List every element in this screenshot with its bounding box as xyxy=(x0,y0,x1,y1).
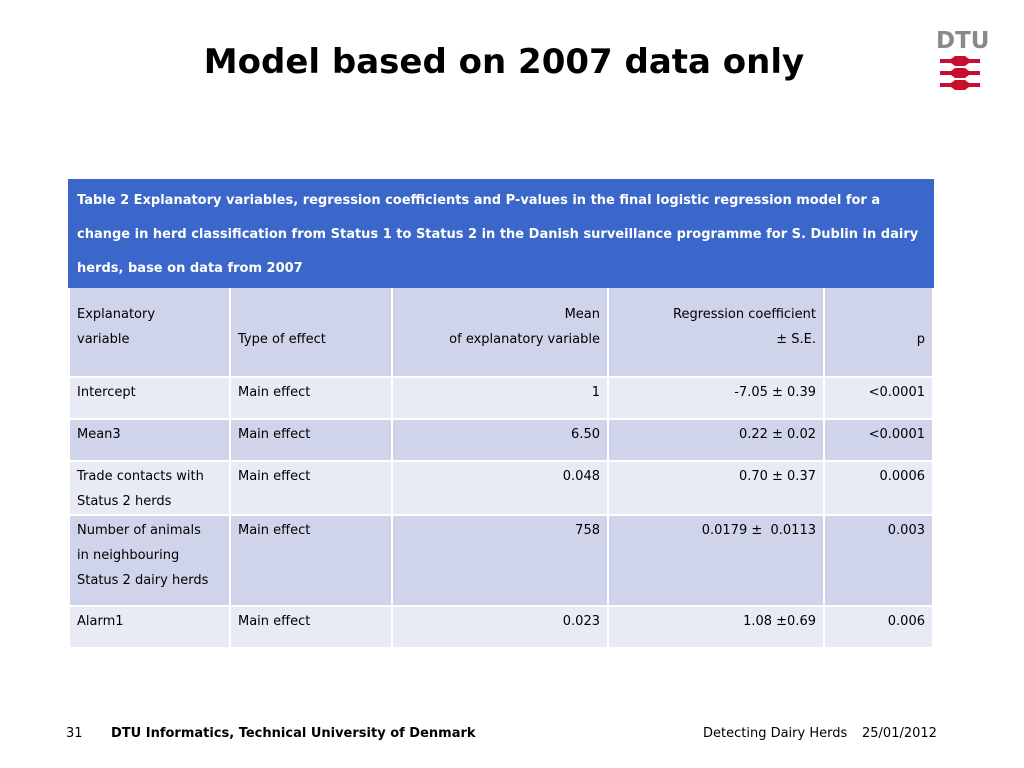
cell-p: 0.006 xyxy=(824,606,933,648)
cell-type: Main effect xyxy=(230,461,392,515)
cell-variable: Mean3 xyxy=(69,419,230,461)
table-row xyxy=(69,419,933,461)
cell-variable: Trade contacts with Status 2 herds xyxy=(69,461,230,515)
cell-p: <0.0001 xyxy=(824,377,933,419)
cell-p: 0.003 xyxy=(824,515,933,606)
cell-coefficient: 0.22 ± 0.02 xyxy=(608,419,824,461)
table-row xyxy=(69,377,933,419)
slide-title: Model based on 2007 data only xyxy=(203,42,805,82)
page-number: 31 xyxy=(66,726,83,741)
cell-type: Main effect xyxy=(230,606,392,648)
cell-p: 0.0006 xyxy=(824,461,933,515)
table-header-row xyxy=(69,287,933,377)
cell-type: Main effect xyxy=(230,419,392,461)
slide-footer xyxy=(0,724,1024,744)
dtu-logo-text: DTU xyxy=(936,28,990,54)
header-variable: Explanatory variable xyxy=(69,287,230,377)
cell-mean: 758 xyxy=(392,515,608,606)
table-row xyxy=(69,606,933,648)
table-row xyxy=(69,515,933,606)
cell-coefficient: -7.05 ± 0.39 xyxy=(608,377,824,419)
cell-mean: 0.023 xyxy=(392,606,608,648)
footer-talk-title: Detecting Dairy Herds xyxy=(703,726,848,741)
regression-table xyxy=(68,179,934,649)
dtu-wave-icon xyxy=(939,56,981,90)
header-mean: Mean of explanatory variable xyxy=(392,287,608,377)
cell-p: <0.0001 xyxy=(824,419,933,461)
header-p: p xyxy=(824,287,933,377)
cell-type: Main effect xyxy=(230,515,392,606)
table-row xyxy=(69,461,933,515)
cell-mean: 1 xyxy=(392,377,608,419)
cell-variable: Alarm1 xyxy=(69,606,230,648)
header-coefficient: Regression coefficient ± S.E. xyxy=(608,287,824,377)
cell-variable: Number of animals in neighbouring Status 2 dairy herds xyxy=(69,515,230,606)
cell-type: Main effect xyxy=(230,377,392,419)
table-caption: Table 2 Explanatory variables, regression coefficients and P-values in the final logistic regression model for a change in herd classification from Status 1 to Status 2 in the Danish surveillance programme for S. Dublin in dairy herds, base on data from 2007 xyxy=(69,180,933,287)
cell-mean: 0.048 xyxy=(392,461,608,515)
footer-date: 25/01/2012 xyxy=(862,726,937,741)
footer-organization: DTU Informatics, Technical University of Denmark xyxy=(111,726,476,741)
dtu-logo xyxy=(936,28,990,94)
cell-coefficient: 1.08 ±0.69 xyxy=(608,606,824,648)
cell-variable: Intercept xyxy=(69,377,230,419)
cell-coefficient: 0.70 ± 0.37 xyxy=(608,461,824,515)
cell-mean: 6.50 xyxy=(392,419,608,461)
cell-coefficient: 0.0179 ± 0.0113 xyxy=(608,515,824,606)
header-type: Type of effect xyxy=(230,287,392,377)
